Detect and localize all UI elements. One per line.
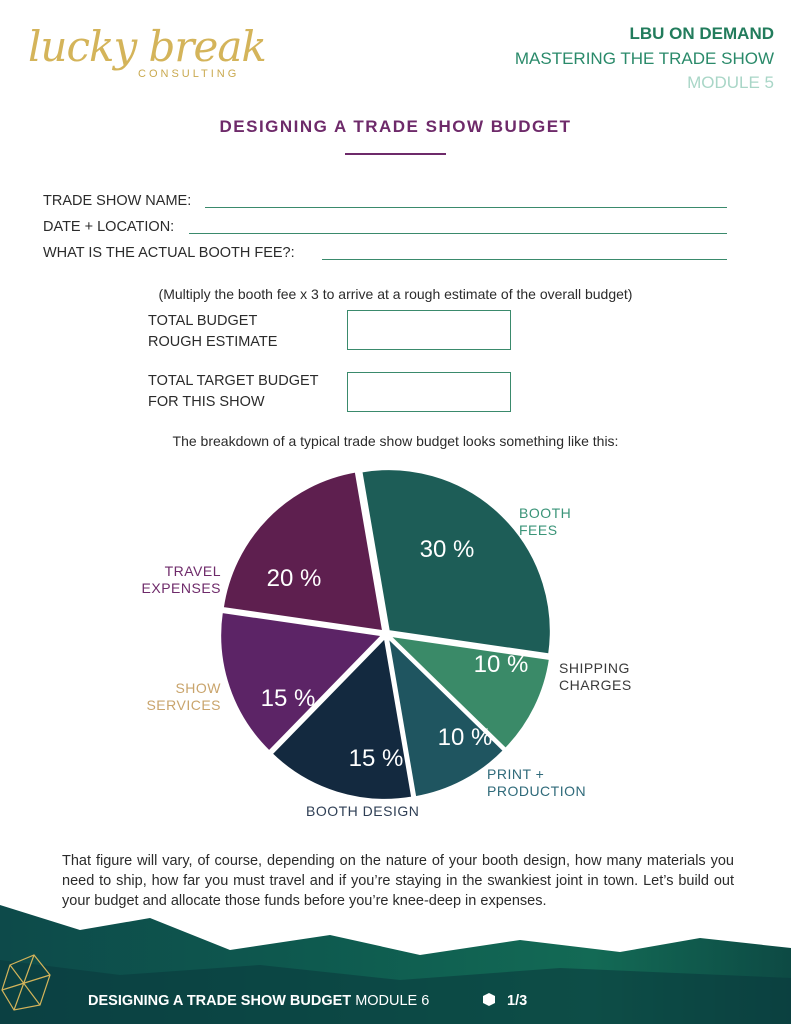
pie-label-travel-expenses: TRAVEL EXPENSES [141,563,221,596]
pie-value-label: 20 % [266,565,322,592]
pie-label-show-services: SHOW SERVICES [146,680,221,713]
booth-fee-label: WHAT IS THE ACTUAL BOOTH FEE?: [43,245,295,261]
footer-module: MODULE 6 [355,993,430,1009]
footer-title [88,993,429,1009]
logo-subtitle: CONSULTING [138,68,240,80]
breakdown-intro: The breakdown of a typical trade show budget looks something like this: [172,433,619,449]
pie-value-label: 10 % [473,651,529,678]
estimate-note: (Multiply the booth fee x 3 to arrive at a rough estimate of the overall budget) [158,286,633,302]
logo-script-text: lucky break [28,22,266,71]
pie-value-label: 15 % [348,745,404,772]
pie-label-booth-fees: BOOTH FEES [519,505,572,538]
pie-label-print-production: PRINT + PRODUCTION [487,766,587,799]
date-location-label: DATE + LOCATION: [43,219,175,235]
rough-estimate-label: TOTAL BUDGET ROUGH ESTIMATE [148,313,278,350]
pie-value-label: 30 % [419,536,475,563]
header-module: MODULE 5 [687,73,774,92]
closing-paragraph: That figure will vary, of course, depending on the nature of your booth design, how many materials you need to ship, how far you must travel and if you’re staying in the swankiest joint in town. Let’s build out your budget and allocate those funds before you’re knee-deep in expenses. [62,853,734,909]
trade-show-name-label: TRADE SHOW NAME: [43,193,192,209]
pie-label-shipping-charges: SHIPPING CHARGES [559,660,632,693]
footer-page-number: 1/3 [507,993,528,1009]
pie-value-label: 15 % [260,685,316,712]
pie-label-booth-design: BOOTH DESIGN [306,803,420,819]
page-title: DESIGNING A TRADE SHOW BUDGET [219,117,572,136]
header-subtitle: MASTERING THE TRADE SHOW [514,49,774,68]
header-course: LBU ON DEMAND [629,24,774,43]
pie-value-label: 10 % [437,724,493,751]
target-budget-label: TOTAL TARGET BUDGET FOR THIS SHOW [148,373,319,410]
footer-title-bold: DESIGNING A TRADE SHOW BUDGET [88,993,352,1009]
